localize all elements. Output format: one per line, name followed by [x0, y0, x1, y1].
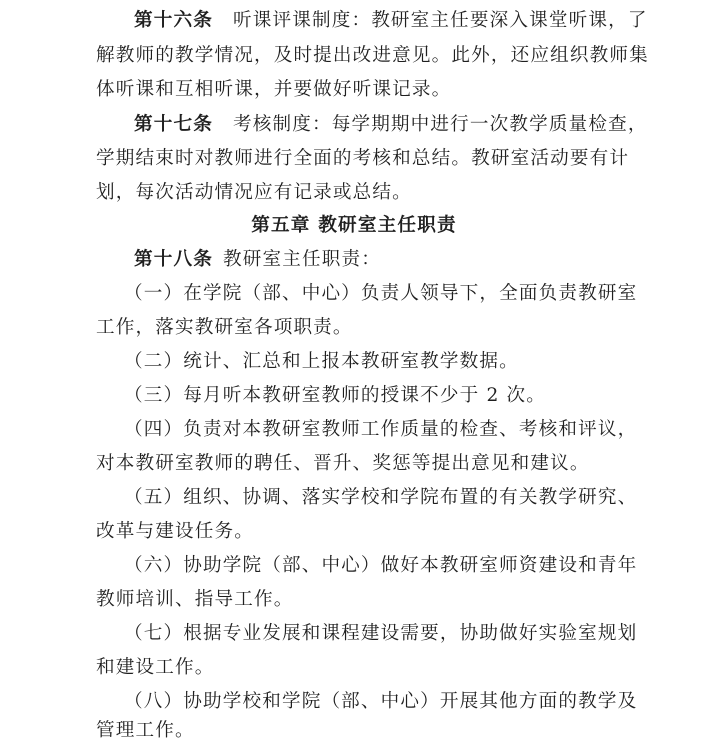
- duty-1-line-2: 工作，落实教研室各项职责。: [96, 317, 353, 338]
- article-16-number: 第十六条: [134, 10, 213, 31]
- duty-3-line-1: （三）每月听本教研室教师的授课不少于 2 次。: [124, 385, 546, 406]
- duty-1-line-1: （一）在学院（部、中心）负责人领导下，全面负责教研室: [124, 283, 638, 304]
- duty-6-line-1: （六）协助学院（部、中心）做好本教研室师资建设和青年: [124, 555, 638, 576]
- article-17-line-1: [134, 108, 648, 142]
- article-17-line-3: 划，每次活动情况应有记录或总结。: [96, 182, 412, 203]
- chapter-5-heading: 第五章 教研室主任职责: [251, 215, 457, 236]
- article-16-text-1: 听课评课制度：教研室主任要深入课堂听课，了: [232, 10, 648, 31]
- article-18-text: 教研室主任职责：: [222, 249, 381, 270]
- duty-7-line-2: 和建设工作。: [96, 657, 215, 678]
- article-18-number: 第十八条: [134, 249, 213, 270]
- duty-8-line-2: 管理工作。: [96, 720, 195, 741]
- duty-5-line-1: （五）组织、协调、落实学校和学院布置的有关教学研究、: [124, 487, 638, 508]
- article-16-line-2: 解教师的教学情况，及时提出改进意见。此外，还应组织教师集: [96, 45, 649, 66]
- duty-4-line-2: 对本教研室教师的聘任、晋升、奖惩等提出意见和建议。: [96, 453, 590, 474]
- article-18-line: [134, 243, 381, 277]
- article-16-line-1: [134, 4, 648, 38]
- duty-6-line-2: 教师培训、指导工作。: [96, 589, 294, 610]
- duty-5-line-2: 改革与建设任务。: [96, 521, 254, 542]
- article-16-line-3: 体听课和互相听课，并要做好听课记录。: [96, 79, 452, 100]
- duty-2-line-1: （二）统计、汇总和上报本教研室教学数据。: [124, 351, 519, 372]
- article-17-number: 第十七条: [134, 114, 213, 135]
- duty-8-line-1: （八）协助学校和学院（部、中心）开展其他方面的教学及: [124, 691, 638, 712]
- article-17-line-2: 学期结束时对教师进行全面的考核和总结。教研室活动要有计: [96, 148, 630, 169]
- article-17-text-1: 考核制度：每学期期中进行一次教学质量检查，: [232, 114, 648, 135]
- duty-4-line-1: （四）负责对本教研室教师工作质量的检查、考核和评议，: [124, 419, 638, 440]
- duty-7-line-1: （七）根据专业发展和课程建设需要，协助做好实验室规划: [124, 623, 638, 644]
